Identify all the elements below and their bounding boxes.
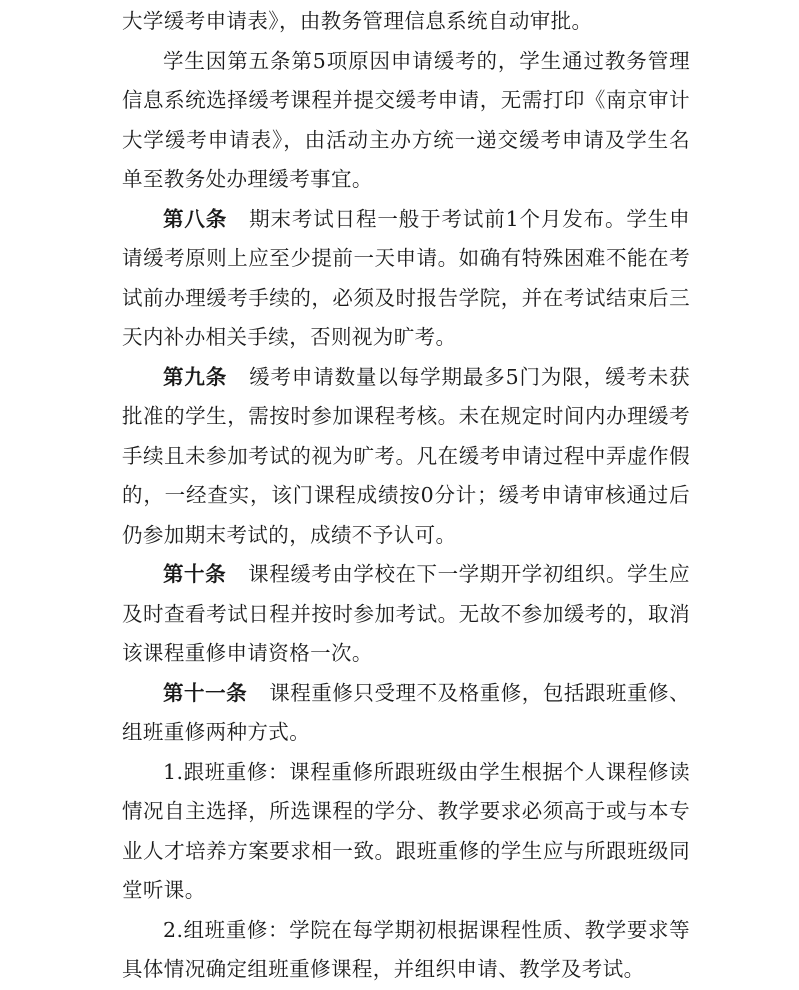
text-line: 才培养方案要求相一致。跟班重修的学生应与所跟班级同堂听课。: [122, 838, 690, 902]
text-line: 且未参加考试的视为旷考。凡在缓考申请过程中弄虚作假的，一: [122, 443, 690, 507]
text-line: 课程重修只受理不及格重修，包括跟班重修、组: [122, 680, 691, 744]
body-paragraph: [122, 753, 690, 911]
text-line: 学生因第五条第5项原因申请缓考的，学生通过教务管理信: [122, 48, 690, 112]
article-paragraph: [122, 674, 690, 753]
text-line: 经查实，该门课程成绩按0分计；缓考申请审核通过后仍参加期: [122, 483, 690, 547]
text-line: 准的学生，需按时参加课程考核。未在规定时间内办理缓考手续: [122, 404, 690, 468]
text-line: 大学缓考申请表》，由教务管理信息系统自动审批。: [122, 9, 593, 33]
text-line: 务处办理缓考事宜。: [184, 167, 373, 191]
text-line: 办理缓考手续的，必须及时报告学院，并在考试结束后三天内补: [122, 285, 690, 349]
article-paragraph: [122, 200, 690, 358]
text-line: 时查看考试日程并按时参加考试。无故不参加缓考的，取消该课: [122, 601, 690, 665]
text-line: 2.组班重修：学院在每学期初根据课程性质、教学要求等具: [122, 917, 690, 981]
text-line: 1.跟班重修：课程重修所跟班级由学生根据个人课程修读情: [122, 759, 690, 823]
article-heading: 第十条: [163, 562, 227, 586]
article-paragraph: [122, 358, 690, 556]
text-line: 班重修两种方式。: [142, 720, 311, 744]
text-line: 息系统选择缓考课程并提交缓考申请，无需打印《南京审计大学: [122, 88, 690, 152]
body-paragraph: [122, 911, 690, 990]
text-line: 期末考试日程一般于考试前1个月发布。学生申请: [122, 206, 690, 270]
document-body: [122, 2, 690, 990]
text-line: 体情况确定组班重修课程，并组织申请、教学及考试。: [142, 957, 645, 981]
article-heading: 第八条: [163, 206, 228, 231]
article-heading: 第十一条: [163, 680, 248, 705]
text-line: 缓考申请数量以每学期最多5门为限，缓考未获批: [122, 364, 690, 428]
text-line: 缓考申请表》，由活动主办方统一递交缓考申请及学生名单至教: [122, 127, 690, 191]
article-heading: 第九条: [163, 364, 228, 389]
text-line: 课程缓考由学校在下一学期开学初组织。学生应及: [122, 562, 691, 626]
text-line: 程重修申请资格一次。: [163, 641, 373, 665]
text-line: 末考试的，成绩不予认可。: [205, 522, 457, 547]
text-line: 缓考原则上应至少提前一天申请。如确有特殊困难不能在考试前: [122, 246, 690, 310]
text-line: 办相关手续，否则视为旷考。: [184, 325, 457, 349]
body-paragraph: [122, 2, 690, 42]
text-line: 况自主选择，所选课程的学分、教学要求必须高于或与本专业人: [122, 799, 690, 863]
article-paragraph: [122, 555, 690, 674]
body-paragraph: [122, 42, 690, 200]
